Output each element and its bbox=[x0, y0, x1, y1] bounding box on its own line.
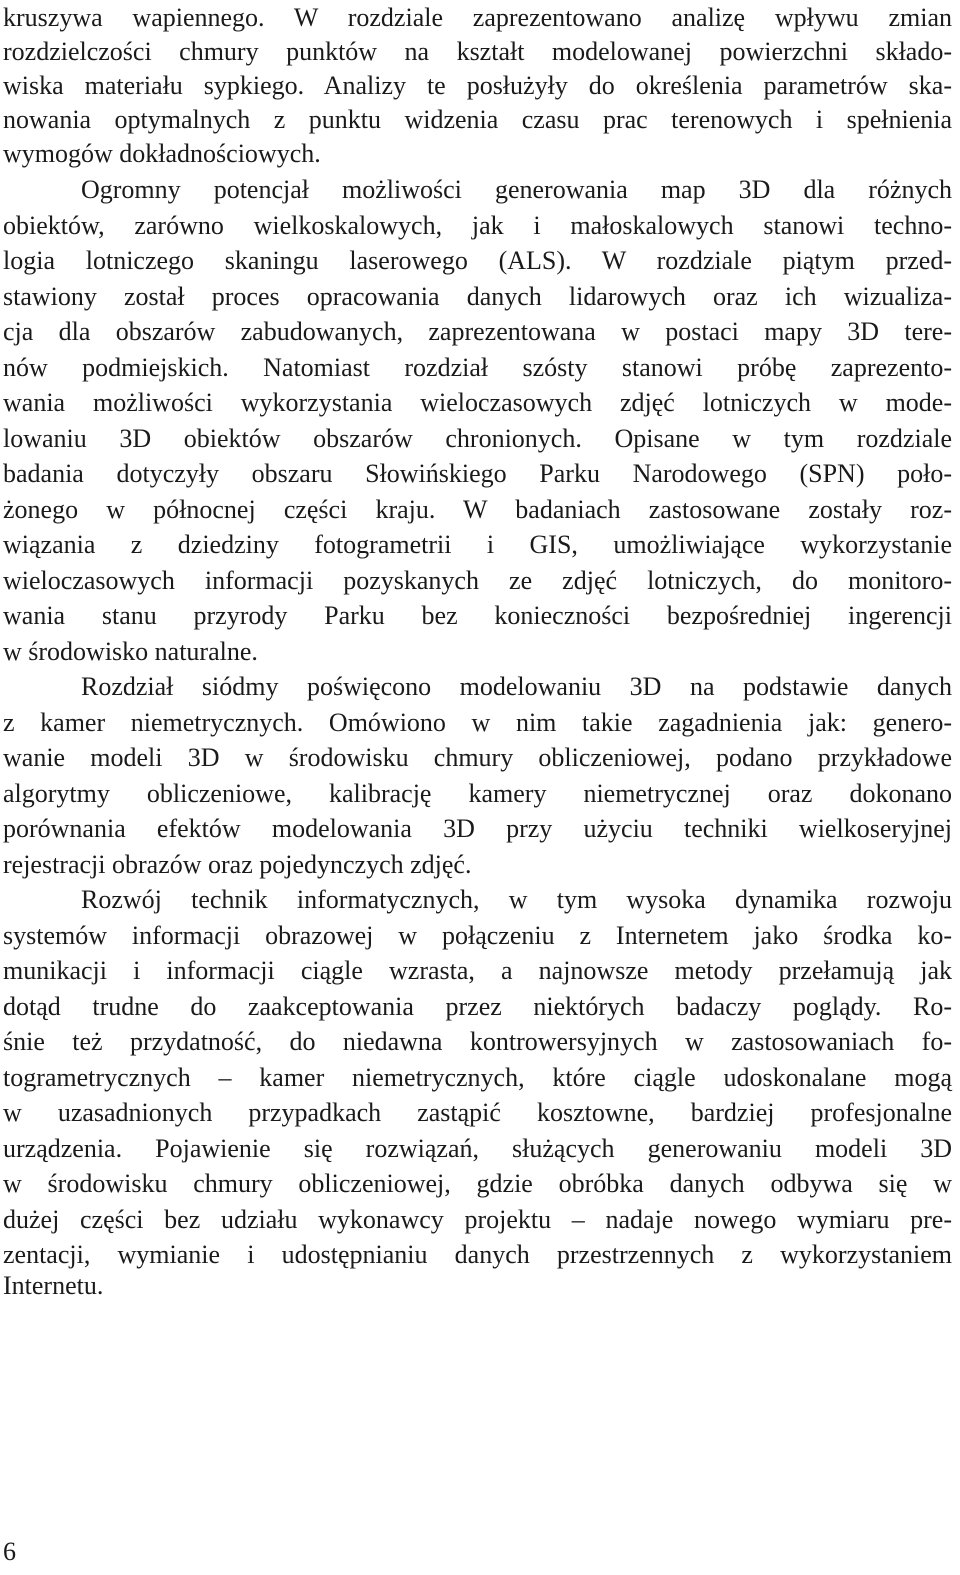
text-line: systemów informacji obrazowej w połączeniu z Internetem jako środka ko- bbox=[3, 921, 952, 950]
text-line: wieloczasowych informacji pozyskanych ze zdjęć lotniczych, do monitoro- bbox=[3, 566, 952, 595]
text-line: Ogromny potencjał możliwości generowania map 3D dla różnych bbox=[81, 175, 952, 204]
text-line: dotąd trudne do zaakceptowania przez niektórych badaczy poglądy. Ro- bbox=[3, 992, 952, 1021]
text-line: nowania optymalnych z punktu widzenia czasu prac terenowych i spełnienia bbox=[3, 105, 952, 134]
text-line: kruszywa wapiennego. W rozdziale zaprezentowano analizę wpływu zmian bbox=[3, 3, 952, 32]
text-line: badania dotyczyły obszaru Słowińskiego Parku Narodowego (SPN) poło- bbox=[3, 459, 952, 488]
text-line: wania stanu przyrody Parku bez konieczności bezpośredniej ingerencji bbox=[3, 601, 952, 630]
text-line: wiska materiału sypkiego. Analizy te posłużyły do określenia parametrów ska- bbox=[3, 71, 952, 100]
text-line: żonego w północnej części kraju. W badaniach zastosowane zostały roz- bbox=[3, 495, 952, 524]
text-line: cja dla obszarów zabudowanych, zaprezentowana w postaci mapy 3D tere- bbox=[3, 317, 952, 346]
text-line: stawiony został proces opracowania danych lidarowych oraz ich wizualiza- bbox=[3, 282, 952, 311]
text-line: togrametrycznych – kamer niemetrycznych, które ciągle udoskonalane mogą bbox=[3, 1063, 952, 1092]
text-line: w uzasadnionych przypadkach zastąpić kosztowne, bardziej profesjonalne bbox=[3, 1098, 952, 1127]
text-line: munikacji i informacji ciągle wzrasta, a najnowsze metody przełamują jak bbox=[3, 956, 952, 985]
text-line: Internetu. bbox=[3, 1271, 104, 1300]
text-line: algorytmy obliczeniowe, kalibrację kamery niemetrycznej oraz dokonano bbox=[3, 779, 952, 808]
text-line: wanie modeli 3D w środowisku chmury obliczeniowej, podano przykładowe bbox=[3, 743, 952, 772]
text-line: urządzenia. Pojawienie się rozwiązań, służących generowaniu modeli 3D bbox=[3, 1134, 952, 1163]
text-line: w środowisko naturalne. bbox=[3, 637, 258, 666]
text-line: zentacji, wymianie i udostępnianiu danych przestrzennych z wykorzystaniem bbox=[3, 1240, 952, 1269]
text-line: nów podmiejskich. Natomiast rozdział szósty stanowi próbę zaprezento- bbox=[3, 353, 952, 382]
text-line: dużej części bez udziału wykonawcy projektu – nadaje nowego wymiaru pre- bbox=[3, 1205, 952, 1234]
text-line: wiązania z dziedziny fotogrametrii i GIS, umożliwiające wykorzystanie bbox=[3, 530, 952, 559]
text-line: wymogów dokładnościowych. bbox=[3, 139, 321, 168]
text-line: wania możliwości wykorzystania wieloczasowych zdjęć lotniczych w mode- bbox=[3, 388, 952, 417]
text-line: rejestracji obrazów oraz pojedynczych zdjęć. bbox=[3, 850, 472, 879]
text-line: Rozwój technik informatycznych, w tym wysoka dynamika rozwoju bbox=[81, 885, 952, 914]
text-line: obiektów, zarówno wielkoskalowych, jak i małoskalowych stanowi techno- bbox=[3, 211, 952, 240]
text-line: śnie też przydatność, do niedawna kontrowersyjnych w zastosowaniach fo- bbox=[3, 1027, 952, 1056]
text-line: logia lotniczego skaningu laserowego (ALS). W rozdziale piątym przed- bbox=[3, 246, 952, 275]
text-line: porównania efektów modelowania 3D przy użyciu techniki wielkoseryjnej bbox=[3, 814, 952, 843]
text-line: Rozdział siódmy poświęcono modelowaniu 3D na podstawie danych bbox=[81, 672, 952, 701]
text-line: lowaniu 3D obiektów obszarów chronionych. Opisane w tym rozdziale bbox=[3, 424, 952, 453]
text-line: w środowisku chmury obliczeniowej, gdzie obróbka danych odbywa się w bbox=[3, 1169, 952, 1198]
text-line: rozdzielczości chmury punktów na kształt modelowanej powierzchni składo- bbox=[3, 37, 952, 66]
text-line: z kamer niemetrycznych. Omówiono w nim takie zagadnienia jak: genero- bbox=[3, 708, 952, 737]
page-number: 6 bbox=[3, 1537, 16, 1566]
